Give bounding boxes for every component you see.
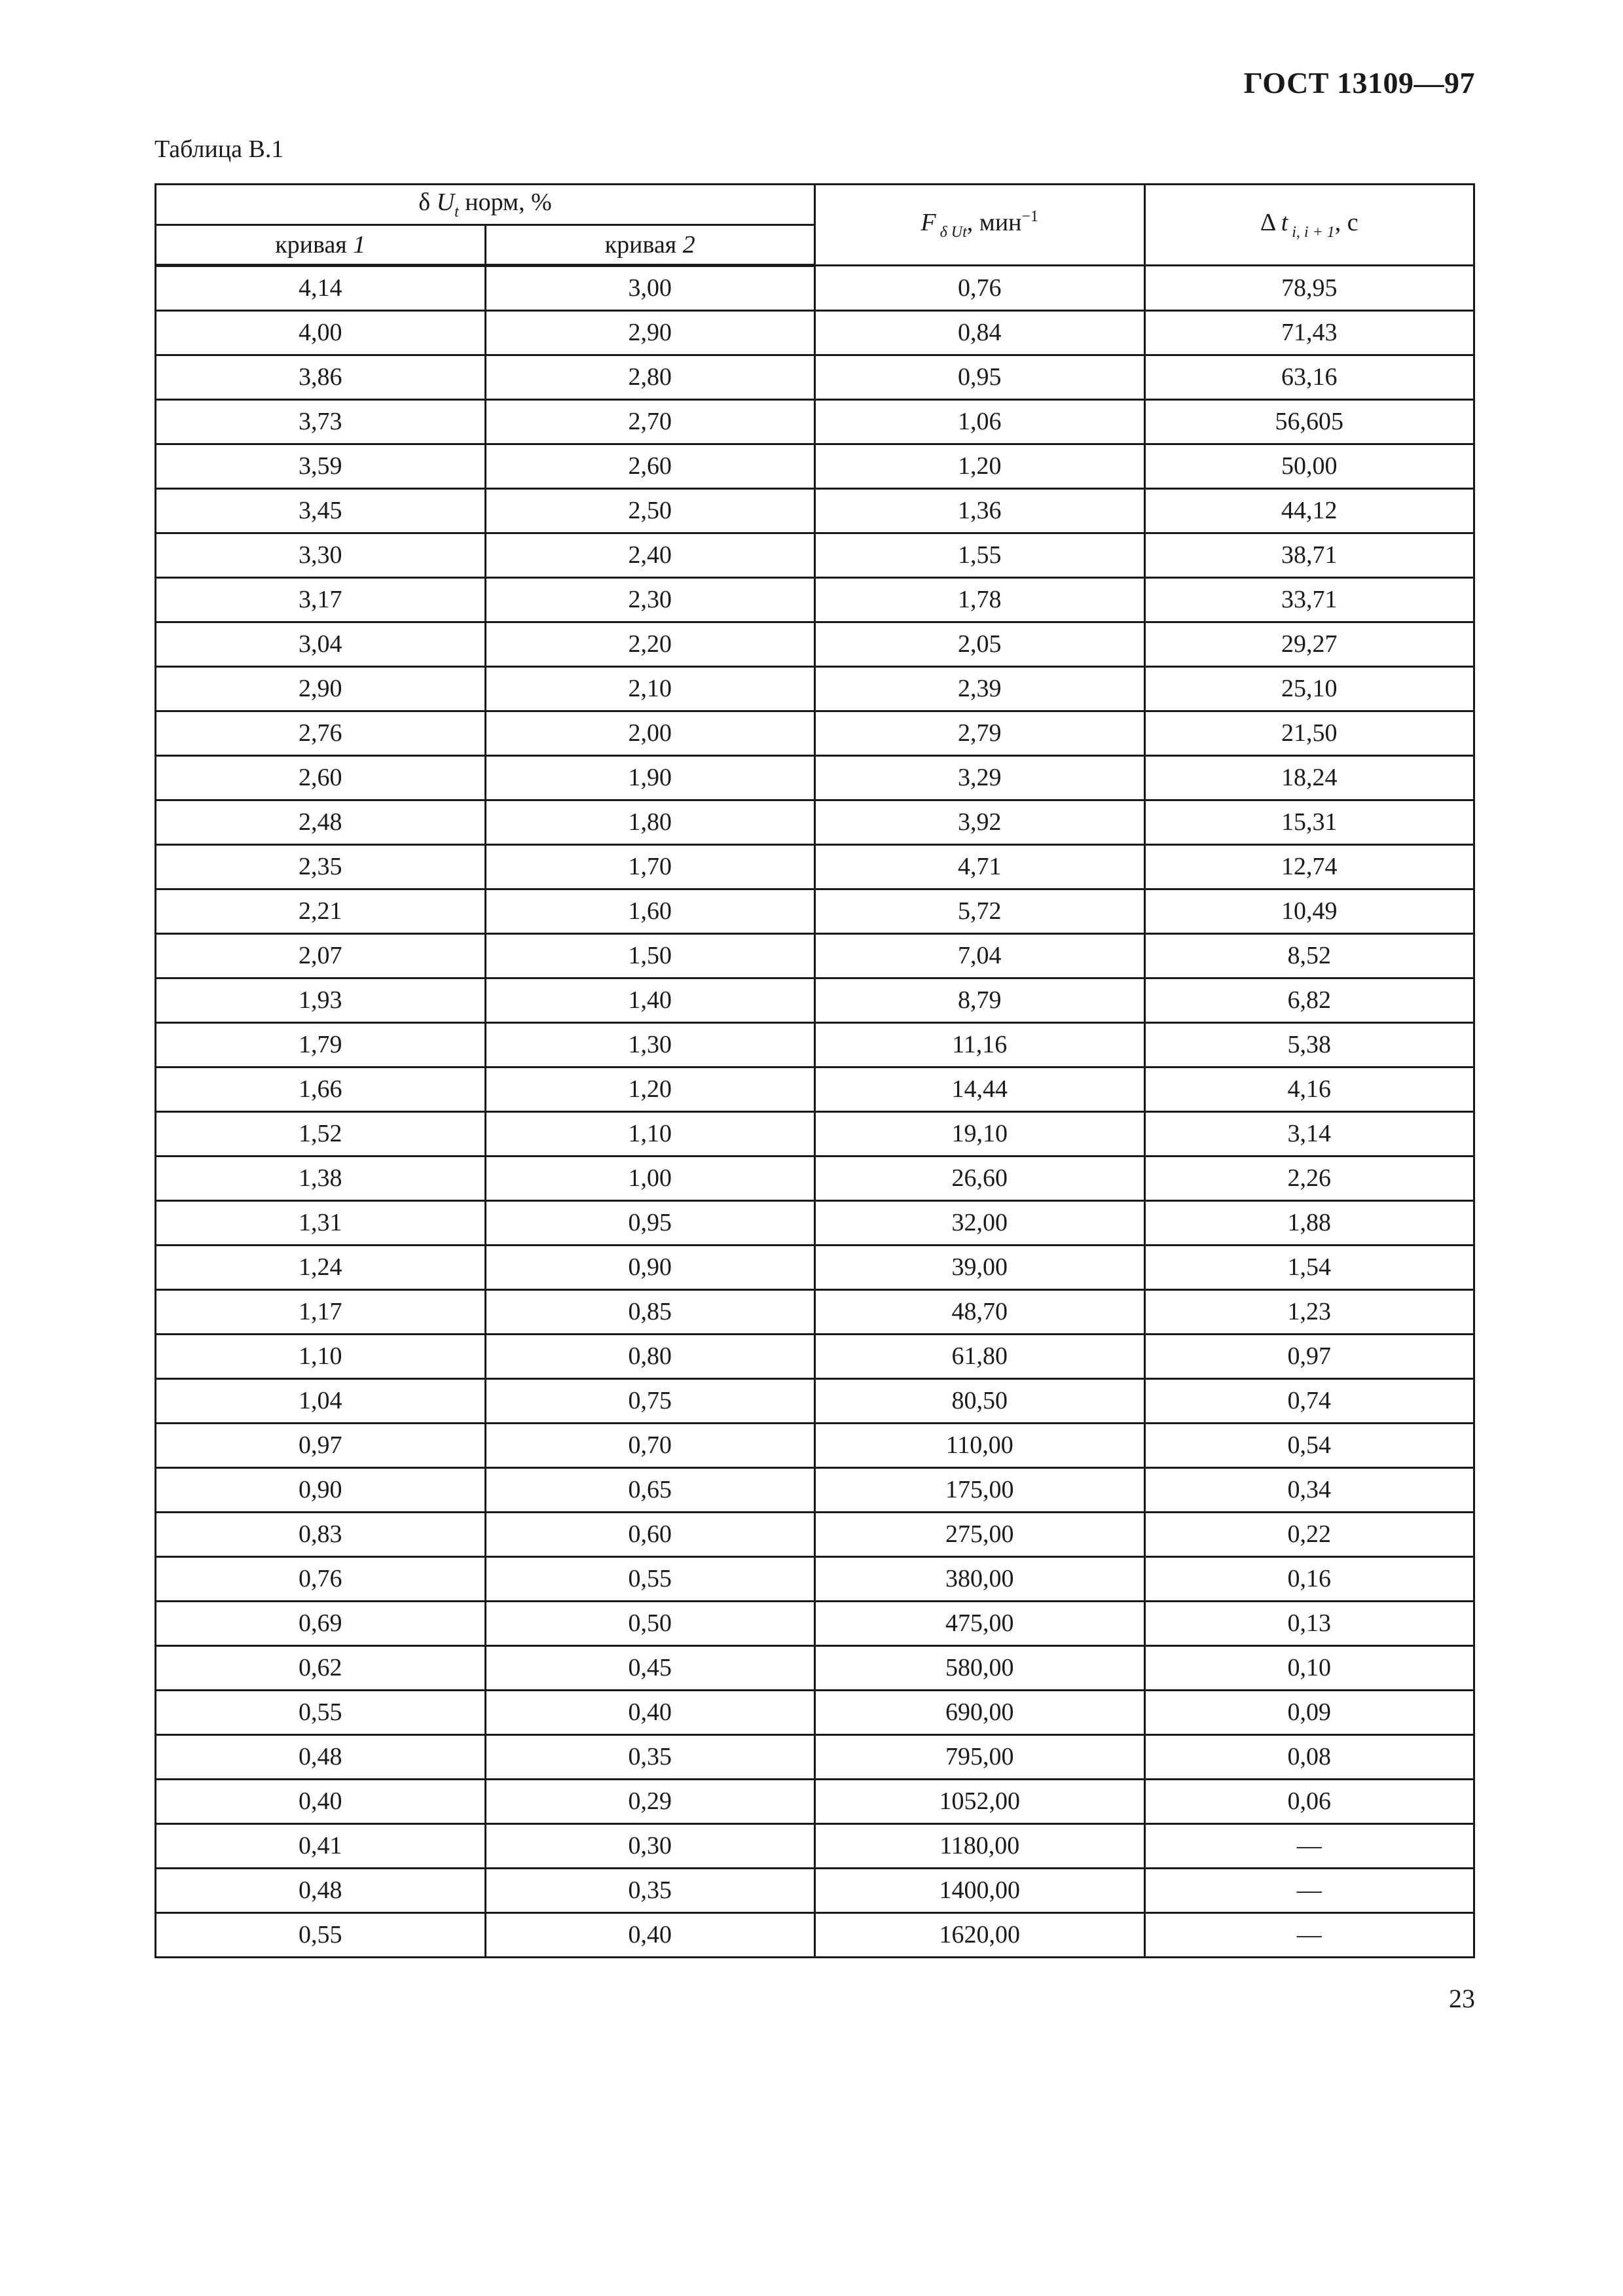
time-subscript: i, i + 1 (1288, 224, 1335, 241)
time-unit: , с (1334, 209, 1359, 236)
table-row (156, 400, 1474, 444)
table-row (156, 355, 1474, 400)
table-row (156, 756, 1474, 800)
table-row (156, 1646, 1474, 1691)
table-row (156, 1780, 1474, 1824)
time-interval-cell: 6,82 (1144, 978, 1474, 1023)
table-row (156, 1023, 1474, 1067)
time-interval-cell: 29,27 (1144, 622, 1474, 667)
table-row (156, 1869, 1474, 1913)
frequency-cell: 4,71 (815, 845, 1145, 889)
curve-1-cell: 2,60 (156, 756, 486, 800)
header-curve-1 (156, 225, 486, 266)
table-row (156, 1067, 1474, 1112)
table-row (156, 1201, 1474, 1246)
time-interval-cell: 21,50 (1144, 711, 1474, 756)
curve-1-cell: 0,76 (156, 1557, 486, 1602)
curve-2-cell: 0,35 (485, 1869, 815, 1913)
frequency-cell: 380,00 (815, 1557, 1145, 1602)
time-interval-cell: 44,12 (1144, 489, 1474, 533)
curve-1-cell: 2,90 (156, 667, 486, 711)
table-row (156, 889, 1474, 934)
curve-2-cell: 2,70 (485, 400, 815, 444)
curve-2-cell: 0,40 (485, 1913, 815, 1958)
curve-1-cell: 3,59 (156, 444, 486, 489)
curve-1-cell: 1,66 (156, 1067, 486, 1112)
curve-1-label: кривая (275, 231, 354, 259)
curve-1-cell: 1,38 (156, 1157, 486, 1201)
table-row (156, 578, 1474, 622)
header-curve-2 (485, 225, 815, 266)
voltage-header-suffix: норм, % (458, 188, 552, 216)
curve-1-cell: 1,04 (156, 1379, 486, 1424)
time-interval-cell: 0,06 (1144, 1780, 1474, 1824)
curve-2-cell: 2,00 (485, 711, 815, 756)
frequency-cell: 0,84 (815, 311, 1145, 355)
curve-1-cell: 3,30 (156, 533, 486, 578)
curve-2-cell: 0,85 (485, 1290, 815, 1335)
time-interval-cell: 0,13 (1144, 1602, 1474, 1646)
curve-2-cell: 2,40 (485, 533, 815, 578)
curve-1-cell: 0,83 (156, 1513, 486, 1557)
curve-2-cell: 1,40 (485, 978, 815, 1023)
curve-2-cell: 1,10 (485, 1112, 815, 1157)
curve-1-cell: 0,55 (156, 1913, 486, 1958)
curve-1-cell: 1,31 (156, 1201, 486, 1246)
time-interval-cell: 4,16 (1144, 1067, 1474, 1112)
table-row (156, 667, 1474, 711)
curve-1-cell: 2,07 (156, 934, 486, 978)
document-code: ГОСТ 13109—97 (1243, 66, 1475, 99)
curve-1-cell: 4,00 (156, 311, 486, 355)
curve-2-cell: 0,40 (485, 1691, 815, 1735)
frequency-cell: 1180,00 (815, 1824, 1145, 1869)
curve-2-cell: 0,65 (485, 1468, 815, 1513)
time-interval-cell: 15,31 (1144, 800, 1474, 845)
table-row (156, 1112, 1474, 1157)
curve-2-cell: 2,30 (485, 578, 815, 622)
frequency-cell: 795,00 (815, 1735, 1145, 1780)
time-interval-cell: 8,52 (1144, 934, 1474, 978)
curve-1-cell: 2,76 (156, 711, 486, 756)
voltage-subscript: t (454, 204, 459, 221)
frequency-cell: 110,00 (815, 1424, 1145, 1468)
time-interval-cell: 10,49 (1144, 889, 1474, 934)
table-row (156, 1513, 1474, 1557)
frequency-unit: , мин (966, 209, 1022, 236)
table-row (156, 1424, 1474, 1468)
frequency-cell: 1,36 (815, 489, 1145, 533)
table-row (156, 533, 1474, 578)
curve-2-cell: 0,95 (485, 1201, 815, 1246)
time-interval-cell: 0,08 (1144, 1735, 1474, 1780)
frequency-cell: 3,29 (815, 756, 1145, 800)
curve-1-cell: 2,21 (156, 889, 486, 934)
table-row (156, 1735, 1474, 1780)
table-row (156, 489, 1474, 533)
time-interval-cell: 2,26 (1144, 1157, 1474, 1201)
curve-2-cell: 0,50 (485, 1602, 815, 1646)
curve-1-cell: 1,52 (156, 1112, 486, 1157)
table-row (156, 1246, 1474, 1290)
delta-prefix: Δ (1260, 209, 1281, 236)
frequency-cell: 8,79 (815, 978, 1145, 1023)
table-row (156, 266, 1474, 311)
header-frequency (815, 185, 1145, 266)
table-row (156, 1557, 1474, 1602)
time-symbol: t (1281, 209, 1288, 236)
curve-2-cell: 0,30 (485, 1824, 815, 1869)
curve-1-cell: 0,90 (156, 1468, 486, 1513)
frequency-exponent: −1 (1021, 208, 1039, 225)
curve-2-cell: 1,70 (485, 845, 815, 889)
frequency-subscript: δ Ut (936, 224, 967, 241)
curve-1-cell: 2,48 (156, 800, 486, 845)
curve-2-cell: 2,60 (485, 444, 815, 489)
time-interval-cell: 0,54 (1144, 1424, 1474, 1468)
time-interval-cell: 78,95 (1144, 266, 1474, 311)
frequency-cell: 2,79 (815, 711, 1145, 756)
curve-1-cell: 1,93 (156, 978, 486, 1023)
frequency-cell: 48,70 (815, 1290, 1145, 1335)
time-interval-cell: 63,16 (1144, 355, 1474, 400)
frequency-cell: 2,05 (815, 622, 1145, 667)
curve-1-cell: 1,17 (156, 1290, 486, 1335)
curve-2-cell: 0,35 (485, 1735, 815, 1780)
curve-1-cell: 0,41 (156, 1824, 486, 1869)
time-interval-cell: — (1144, 1824, 1474, 1869)
time-interval-cell: 0,97 (1144, 1335, 1474, 1379)
curve-2-cell: 2,10 (485, 667, 815, 711)
frequency-cell: 1052,00 (815, 1780, 1145, 1824)
curve-2-cell: 0,90 (485, 1246, 815, 1290)
data-table (155, 183, 1475, 1958)
table-row (156, 845, 1474, 889)
frequency-cell: 32,00 (815, 1201, 1145, 1246)
curve-1-cell: 1,10 (156, 1335, 486, 1379)
curve-1-cell: 1,79 (156, 1023, 486, 1067)
frequency-cell: 275,00 (815, 1513, 1145, 1557)
time-interval-cell: — (1144, 1869, 1474, 1913)
curve-1-cell: 3,86 (156, 355, 486, 400)
curve-2-cell: 1,20 (485, 1067, 815, 1112)
frequency-cell: 580,00 (815, 1646, 1145, 1691)
curve-2-cell: 2,80 (485, 355, 815, 400)
table-row (156, 1691, 1474, 1735)
curve-2-cell: 1,80 (485, 800, 815, 845)
curve-2-cell: 1,90 (485, 756, 815, 800)
frequency-cell: 14,44 (815, 1067, 1145, 1112)
frequency-cell: 11,16 (815, 1023, 1145, 1067)
frequency-cell: 690,00 (815, 1691, 1145, 1735)
time-interval-cell: 12,74 (1144, 845, 1474, 889)
table-row (156, 1290, 1474, 1335)
curve-2-cell: 1,00 (485, 1157, 815, 1201)
table-row (156, 622, 1474, 667)
curve-1-cell: 1,24 (156, 1246, 486, 1290)
time-interval-cell: — (1144, 1913, 1474, 1958)
curve-2-cell: 0,80 (485, 1335, 815, 1379)
frequency-cell: 3,92 (815, 800, 1145, 845)
time-interval-cell: 5,38 (1144, 1023, 1474, 1067)
time-interval-cell: 0,34 (1144, 1468, 1474, 1513)
time-interval-cell: 0,10 (1144, 1646, 1474, 1691)
frequency-cell: 26,60 (815, 1157, 1145, 1201)
curve-1-cell: 0,97 (156, 1424, 486, 1468)
table-row (156, 1913, 1474, 1958)
voltage-symbol: U (436, 188, 455, 216)
curve-2-cell: 0,55 (485, 1557, 815, 1602)
table-row (156, 444, 1474, 489)
curve-2-cell: 0,70 (485, 1424, 815, 1468)
curve-1-cell: 3,17 (156, 578, 486, 622)
curve-1-cell: 0,48 (156, 1735, 486, 1780)
curve-2-cell: 0,60 (485, 1513, 815, 1557)
curve-2-cell: 2,50 (485, 489, 815, 533)
header-voltage-deviation (156, 185, 815, 225)
table-row (156, 800, 1474, 845)
frequency-cell: 475,00 (815, 1602, 1145, 1646)
time-interval-cell: 71,43 (1144, 311, 1474, 355)
time-interval-cell: 0,74 (1144, 1379, 1474, 1424)
frequency-cell: 1620,00 (815, 1913, 1145, 1958)
frequency-cell: 7,04 (815, 934, 1145, 978)
curve-1-cell: 2,35 (156, 845, 486, 889)
frequency-cell: 0,95 (815, 355, 1145, 400)
frequency-cell: 80,50 (815, 1379, 1145, 1424)
frequency-symbol: F (921, 209, 936, 236)
delta-symbol: δ (418, 188, 431, 216)
frequency-cell: 1400,00 (815, 1869, 1145, 1913)
frequency-cell: 5,72 (815, 889, 1145, 934)
curve-1-cell: 0,55 (156, 1691, 486, 1735)
frequency-cell: 2,39 (815, 667, 1145, 711)
curve-1-number: 1 (353, 231, 366, 259)
curve-2-cell: 3,00 (485, 266, 815, 311)
curve-1-cell: 4,14 (156, 266, 486, 311)
frequency-cell: 19,10 (815, 1112, 1145, 1157)
curve-2-number: 2 (682, 231, 695, 259)
table-row (156, 1468, 1474, 1513)
time-interval-cell: 0,09 (1144, 1691, 1474, 1735)
curve-1-cell: 3,45 (156, 489, 486, 533)
frequency-cell: 1,78 (815, 578, 1145, 622)
time-interval-cell: 3,14 (1144, 1112, 1474, 1157)
table-row (156, 1602, 1474, 1646)
time-interval-cell: 1,23 (1144, 1290, 1474, 1335)
curve-2-cell: 1,60 (485, 889, 815, 934)
frequency-cell: 61,80 (815, 1335, 1145, 1379)
page-number: 23 (1449, 1984, 1475, 2013)
time-interval-cell: 56,605 (1144, 400, 1474, 444)
frequency-cell: 1,20 (815, 444, 1145, 489)
time-interval-cell: 38,71 (1144, 533, 1474, 578)
curve-2-cell: 2,90 (485, 311, 815, 355)
curve-1-cell: 0,62 (156, 1646, 486, 1691)
header-time-interval (1144, 185, 1474, 266)
curve-1-cell: 0,48 (156, 1869, 486, 1913)
time-interval-cell: 33,71 (1144, 578, 1474, 622)
table-row (156, 1379, 1474, 1424)
table-row (156, 1824, 1474, 1869)
curve-2-label: кривая (604, 231, 683, 259)
time-interval-cell: 0,22 (1144, 1513, 1474, 1557)
table-row (156, 1335, 1474, 1379)
curve-1-cell: 0,40 (156, 1780, 486, 1824)
time-interval-cell: 1,54 (1144, 1246, 1474, 1290)
curve-1-cell: 3,04 (156, 622, 486, 667)
table-row (156, 978, 1474, 1023)
frequency-cell: 175,00 (815, 1468, 1145, 1513)
time-interval-cell: 50,00 (1144, 444, 1474, 489)
time-interval-cell: 1,88 (1144, 1201, 1474, 1246)
table-row (156, 1157, 1474, 1201)
curve-1-cell: 3,73 (156, 400, 486, 444)
frequency-cell: 1,06 (815, 400, 1145, 444)
time-interval-cell: 0,16 (1144, 1557, 1474, 1602)
frequency-cell: 1,55 (815, 533, 1145, 578)
curve-2-cell: 2,20 (485, 622, 815, 667)
table-row (156, 311, 1474, 355)
table-body (156, 266, 1474, 1958)
frequency-cell: 0,76 (815, 266, 1145, 311)
table-row (156, 711, 1474, 756)
curve-1-cell: 0,69 (156, 1602, 486, 1646)
time-interval-cell: 25,10 (1144, 667, 1474, 711)
frequency-cell: 39,00 (815, 1246, 1145, 1290)
curve-2-cell: 0,75 (485, 1379, 815, 1424)
curve-2-cell: 0,45 (485, 1646, 815, 1691)
time-interval-cell: 18,24 (1144, 756, 1474, 800)
curve-2-cell: 0,29 (485, 1780, 815, 1824)
table-caption: Таблица В.1 (155, 135, 284, 163)
curve-2-cell: 1,30 (485, 1023, 815, 1067)
table-row (156, 934, 1474, 978)
curve-2-cell: 1,50 (485, 934, 815, 978)
